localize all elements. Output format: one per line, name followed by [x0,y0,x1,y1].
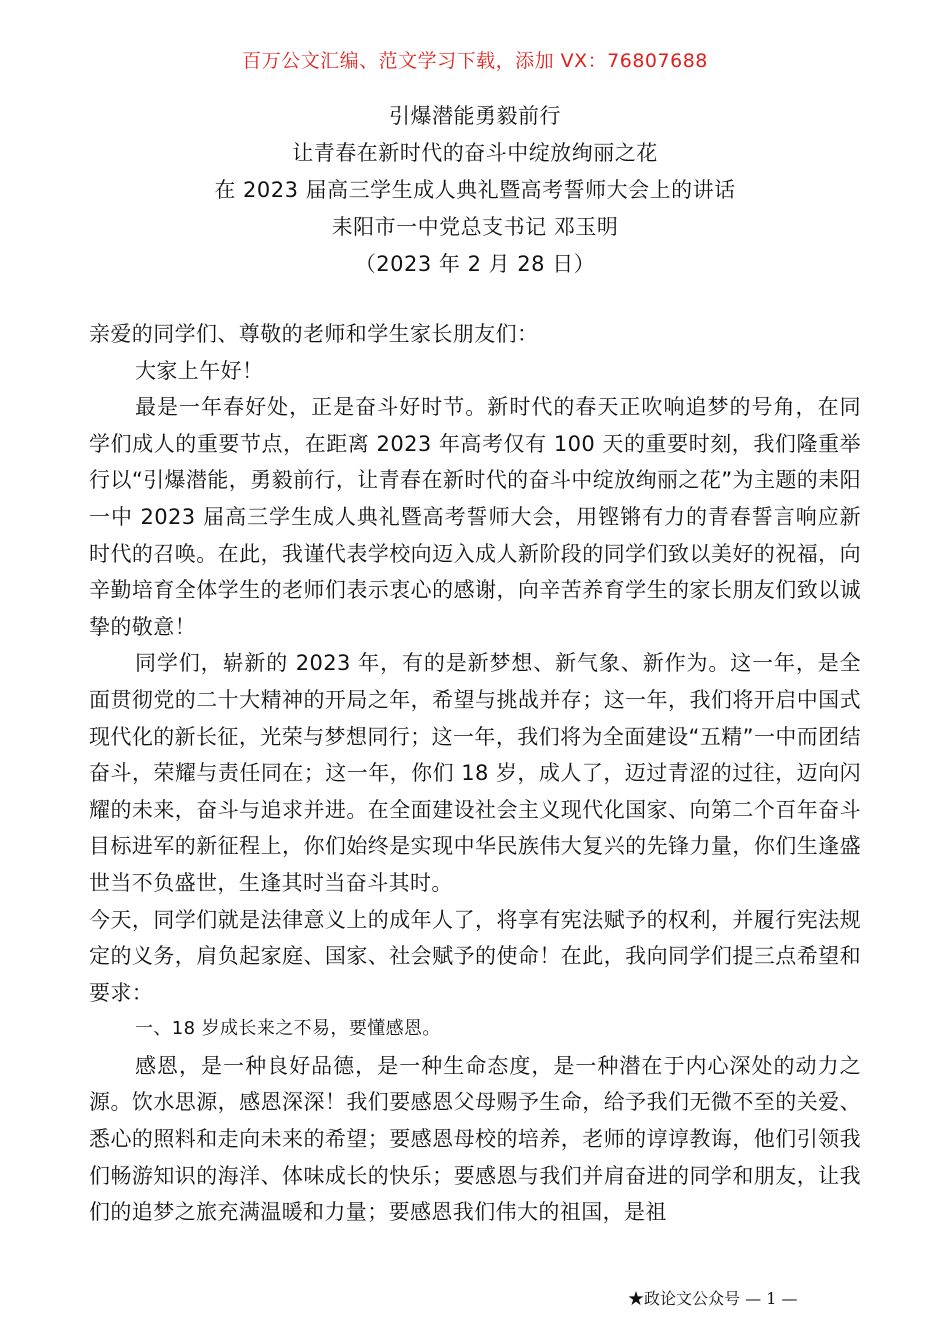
main-title: 引爆潜能勇毅前行 [389,104,561,128]
paragraph: 同学们，崭新的 2023 年，有的是新梦想、新气象、新作为。这一年，是全面贯彻党的二十大精神的开局之年，希望与挑战并存；这一年，我们将开启中国式现代化的新长征，光荣与梦想同行；这一年，我们将为全面建设“五精”一中而团结奋斗，荣耀与责任同在；这一年，你们 18 岁，成人了，迈过青涩的过往，迈向闪耀的未来，奋斗与追求并进。在全面建设社会主义现代化国家、向第二个百年奋斗目标进军的新征程上，你们始终是实现中华民族伟大复兴的先锋力量，你们生逢盛世当不负盛世，生逢其时当奋斗其时。 [89,651,861,895]
watermark-banner: 百万公文汇编、范文学习下载，添加 VX：76807688 [242,50,708,72]
paragraph: 今天，同学们就是法律意义上的成年人了，将享有宪法赋予的权利，并履行宪法规定的义务，肩负起家庭、国家、社会赋予的使命！在此，我向同学们提三点希望和要求： [89,907,861,1005]
subtitle: 让青春在新时代的奋斗中绽放绚丽之花 [292,141,658,165]
speaker-line: 耒阳市一中党总支书记 邓玉明 [331,215,619,239]
document-body [89,316,861,1231]
greeting: 大家上午好！ [135,358,264,383]
date-line: （2023 年 2 月 28 日） [354,252,596,276]
paragraph: 感恩，是一种良好品德，是一种生命态度，是一种潜在于内心深处的动力之源。饮水思源，感恩深深！我们要感恩父母赐予生命，给予我们无微不至的关爱、悉心的照料和走向未来的希望；要感恩母校的培养，老师的谆谆教诲，他们引领我们畅游知识的海洋、体味成长的快乐；要感恩与我们并肩奋进的同学和朋友，让我们的追梦之旅充满温暖和力量；要感恩我们伟大的祖国，是祖 [89,1053,861,1225]
document-title-block [0,98,950,283]
salutation: 亲爱的同学们、尊敬的老师和学生家长朋友们： [89,322,539,346]
paragraph: 最是一年春好处，正是奋斗好时节。新时代的春天正吹响追梦的号角，在同学们成人的重要节点，在距离 2023 年高考仅有 100 天的重要时刻，我们隆重举行以“引爆潜能，勇毅前行，让青春在新时代的奋斗中绽放绚丽之花”为主题的耒阳一中 2023 届高三学生成人典礼暨高考誓师大会，用铿锵有力的青春誓言响应新时代的召唤。在此，我谨代表学校向迈入成人新阶段的同学们致以美好的祝福，向辛勤培育全体学生的老师们表示衷心的感谢，向辛苦养育学生的家长朋友们致以诚挚的敬意！ [89,395,861,639]
page-number: — 1 — [745,1289,798,1308]
occasion-line: 在 2023 届高三学生成人典礼暨高考誓师大会上的讲话 [214,178,736,202]
section-heading: 一、18 岁成长来之不易，要懂感恩。 [135,1018,441,1040]
footer-source: ★政论文公众号 [628,1289,741,1308]
page-footer [628,1286,797,1309]
